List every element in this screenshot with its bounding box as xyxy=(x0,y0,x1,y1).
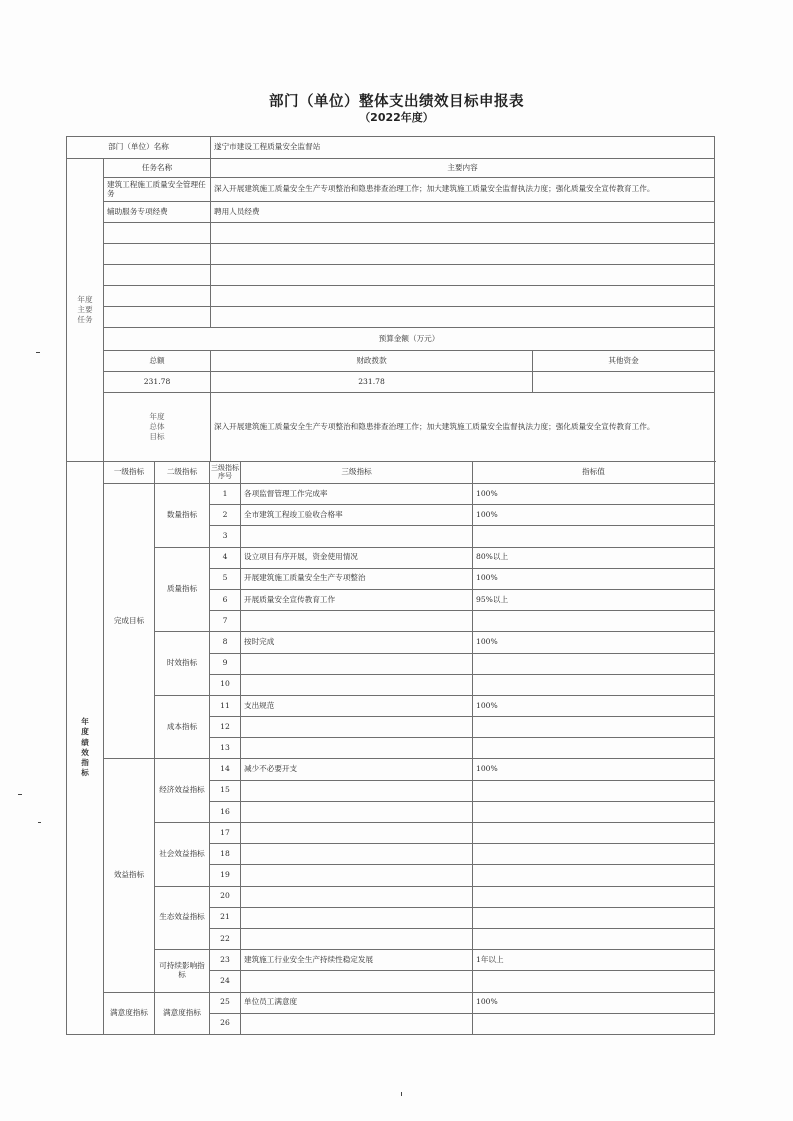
level3-no: 17 xyxy=(210,823,241,844)
task-name xyxy=(104,244,211,265)
level2-indicator: 经济效益指标 xyxy=(155,759,210,823)
task-name xyxy=(104,307,211,328)
level3-indicator xyxy=(241,738,473,759)
task-row xyxy=(67,202,715,223)
level2-indicator: 满意度指标 xyxy=(155,992,210,1034)
indicator-row xyxy=(67,695,715,716)
indicator-row xyxy=(67,992,715,1013)
budget-values-row xyxy=(67,372,715,393)
task-row xyxy=(67,286,715,307)
level3-indicator xyxy=(241,886,473,907)
level3-no: 20 xyxy=(210,886,241,907)
task-content xyxy=(211,265,715,286)
label-line: 年 xyxy=(81,717,89,727)
indicator-value: 1年以上 xyxy=(473,950,715,971)
level3-no: 22 xyxy=(210,928,241,949)
level3-no: 25 xyxy=(210,992,241,1013)
level3-no: 10 xyxy=(210,674,241,695)
level3-no-header: 三级指标序号 xyxy=(210,462,241,484)
level2-indicator: 生态效益指标 xyxy=(155,886,210,950)
form-year: （2022年度） xyxy=(359,111,434,124)
level3-no: 23 xyxy=(210,950,241,971)
task-row xyxy=(67,178,715,202)
task-row xyxy=(67,307,715,328)
task-name xyxy=(104,265,211,286)
performance-indicators-table xyxy=(66,461,715,1035)
indicator-value: 80%以上 xyxy=(473,547,715,568)
indicator-value xyxy=(473,653,715,674)
indicator-value xyxy=(473,1013,715,1034)
indicator-value xyxy=(473,971,715,992)
indicator-value: 100% xyxy=(473,695,715,716)
budget-other-value xyxy=(533,372,715,393)
overall-goal-text: 深入开展建筑施工质量安全生产专项整治和隐患排查治理工作；加大建筑施工质量安全监督执法力度；强化质量安全宣传教育工作。 xyxy=(211,393,715,462)
task-name-header: 任务名称 xyxy=(104,159,211,178)
indicator-row xyxy=(67,547,715,568)
level3-no: 14 xyxy=(210,759,241,780)
level1-indicator: 完成目标 xyxy=(104,484,155,759)
level3-indicator: 设立项目有序开展，资金使用情况 xyxy=(241,547,473,568)
label-line: 绩 xyxy=(81,737,89,747)
label-line: 任务 xyxy=(77,315,93,325)
level3-indicator xyxy=(241,844,473,865)
label-line: 目标 xyxy=(149,432,165,442)
level3-no: 15 xyxy=(210,780,241,801)
level3-indicator xyxy=(241,801,473,822)
level3-indicator: 全市建筑工程竣工验收合格率 xyxy=(241,505,473,526)
indicator-value xyxy=(473,738,715,759)
level3-indicator: 各项监督管理工作完成率 xyxy=(241,484,473,505)
indicator-value xyxy=(473,865,715,886)
scan-speck xyxy=(401,1092,402,1096)
label-line: 指 xyxy=(81,758,89,768)
level3-no: 21 xyxy=(210,907,241,928)
indicator-value: 100% xyxy=(473,992,715,1013)
budget-header: 预算金额（万元） xyxy=(104,328,715,351)
budget-fiscal-value: 231.78 xyxy=(211,372,533,393)
level3-indicator: 建筑施工行业安全生产持续性稳定发展 xyxy=(241,950,473,971)
level2-indicator: 社会效益指标 xyxy=(155,823,210,887)
task-content xyxy=(211,307,715,328)
indicator-value: 100% xyxy=(473,759,715,780)
level3-indicator xyxy=(241,928,473,949)
label-line: 主要 xyxy=(77,304,93,314)
indicator-row xyxy=(67,823,715,844)
scan-speck xyxy=(36,352,40,353)
level3-no: 11 xyxy=(210,695,241,716)
budget-fiscal-header: 财政拨款 xyxy=(211,351,533,372)
indicator-value xyxy=(473,674,715,695)
level3-no: 4 xyxy=(210,547,241,568)
task-content: 深入开展建筑施工质量安全生产专项整治和隐患排查治理工作；加大建筑施工质量安全监督执法力度；强化质量安全宣传教育工作。 xyxy=(211,178,715,202)
department-row xyxy=(67,137,715,159)
annual-tasks-label xyxy=(67,159,104,462)
task-content xyxy=(211,223,715,244)
indicator-value xyxy=(473,844,715,865)
level3-header: 三级指标 xyxy=(241,462,473,484)
level2-indicator: 数量指标 xyxy=(155,484,210,548)
level3-no: 13 xyxy=(210,738,241,759)
level3-no: 24 xyxy=(210,971,241,992)
budget-total-value: 231.78 xyxy=(104,372,211,393)
level3-no: 8 xyxy=(210,632,241,653)
level3-indicator xyxy=(241,526,473,547)
level3-indicator xyxy=(241,780,473,801)
indicator-value xyxy=(473,717,715,738)
budget-columns-row xyxy=(67,351,715,372)
level3-no: 5 xyxy=(210,568,241,589)
task-name: 辅助服务专项经费 xyxy=(104,202,211,223)
level2-indicator: 质量指标 xyxy=(155,547,210,632)
indicator-row xyxy=(67,950,715,971)
level3-indicator xyxy=(241,717,473,738)
indicator-value-header: 指标值 xyxy=(473,462,715,484)
level3-no: 9 xyxy=(210,653,241,674)
budget-other-header: 其他资金 xyxy=(533,351,715,372)
level3-indicator: 开展质量安全宣传教育工作 xyxy=(241,589,473,610)
task-row xyxy=(67,265,715,286)
indicator-value: 95%以上 xyxy=(473,589,715,610)
level3-no: 12 xyxy=(210,717,241,738)
task-row xyxy=(67,244,715,265)
indicator-value: 100% xyxy=(473,484,715,505)
level3-indicator: 单位员工满意度 xyxy=(241,992,473,1013)
indicator-value: 100% xyxy=(473,632,715,653)
task-row xyxy=(67,223,715,244)
label-line: 总体 xyxy=(149,421,165,431)
level1-indicator: 效益指标 xyxy=(104,759,155,992)
task-budget-table xyxy=(66,136,715,462)
indicator-value xyxy=(473,886,715,907)
level3-no: 19 xyxy=(210,865,241,886)
indicator-row xyxy=(67,886,715,907)
level3-indicator: 按时完成 xyxy=(241,632,473,653)
level3-no: 1 xyxy=(210,484,241,505)
indicator-header-row xyxy=(67,462,715,484)
indicator-row xyxy=(67,759,715,780)
label-line: 年度 xyxy=(149,411,165,421)
level3-indicator xyxy=(241,865,473,886)
indicator-row xyxy=(67,632,715,653)
department-label: 部门（单位）名称 xyxy=(67,137,211,159)
indicator-value xyxy=(473,780,715,801)
task-name xyxy=(104,223,211,244)
indicator-value xyxy=(473,928,715,949)
task-content: 聘用人员经费 xyxy=(211,202,715,223)
performance-section-label xyxy=(67,462,104,1035)
level2-header: 二级指标 xyxy=(155,462,210,484)
level2-indicator: 可持续影响指标 xyxy=(155,950,210,992)
form-title: 部门（单位）整体支出绩效目标申报表 xyxy=(269,94,524,110)
level3-no: 26 xyxy=(210,1013,241,1034)
level3-indicator xyxy=(241,653,473,674)
level1-indicator: 满意度指标 xyxy=(104,992,155,1034)
department-name: 遂宁市建设工程质量安全监督站 xyxy=(211,137,715,159)
scan-speck xyxy=(38,822,41,823)
level3-indicator: 减少不必要开支 xyxy=(241,759,473,780)
indicator-value: 100% xyxy=(473,568,715,589)
indicator-value xyxy=(473,611,715,632)
overall-goal-label xyxy=(104,393,211,462)
level2-indicator: 时效指标 xyxy=(155,632,210,696)
task-name: 建筑工程施工质量安全管理任务 xyxy=(104,178,211,202)
label-line: 标 xyxy=(81,768,89,778)
level3-no: 6 xyxy=(210,589,241,610)
task-header-row xyxy=(67,159,715,178)
overall-goal-row xyxy=(67,393,715,462)
level3-indicator xyxy=(241,611,473,632)
level3-indicator xyxy=(241,823,473,844)
indicator-value xyxy=(473,526,715,547)
indicator-value xyxy=(473,801,715,822)
level3-no: 3 xyxy=(210,526,241,547)
level3-indicator xyxy=(241,907,473,928)
level3-indicator: 支出规范 xyxy=(241,695,473,716)
indicator-value: 100% xyxy=(473,505,715,526)
level3-indicator xyxy=(241,674,473,695)
level3-no: 16 xyxy=(210,801,241,822)
task-content-header: 主要内容 xyxy=(211,159,715,178)
label-line: 效 xyxy=(81,747,89,757)
level1-header: 一级指标 xyxy=(104,462,155,484)
level3-indicator xyxy=(241,971,473,992)
task-name xyxy=(104,286,211,307)
label-line: 度 xyxy=(81,727,89,737)
indicator-value xyxy=(473,907,715,928)
budget-total-header: 总额 xyxy=(104,351,211,372)
indicator-value xyxy=(473,823,715,844)
budget-header-row xyxy=(67,328,715,351)
label-line: 年度 xyxy=(77,294,93,304)
level3-indicator: 开展建筑施工质量安全生产专项整治 xyxy=(241,568,473,589)
level3-no: 7 xyxy=(210,611,241,632)
scan-speck xyxy=(18,794,22,795)
task-content xyxy=(211,286,715,307)
level3-no: 2 xyxy=(210,505,241,526)
level3-indicator xyxy=(241,1013,473,1034)
level3-no: 18 xyxy=(210,844,241,865)
task-content xyxy=(211,244,715,265)
level2-indicator: 成本指标 xyxy=(155,695,210,759)
indicator-row xyxy=(67,484,715,505)
